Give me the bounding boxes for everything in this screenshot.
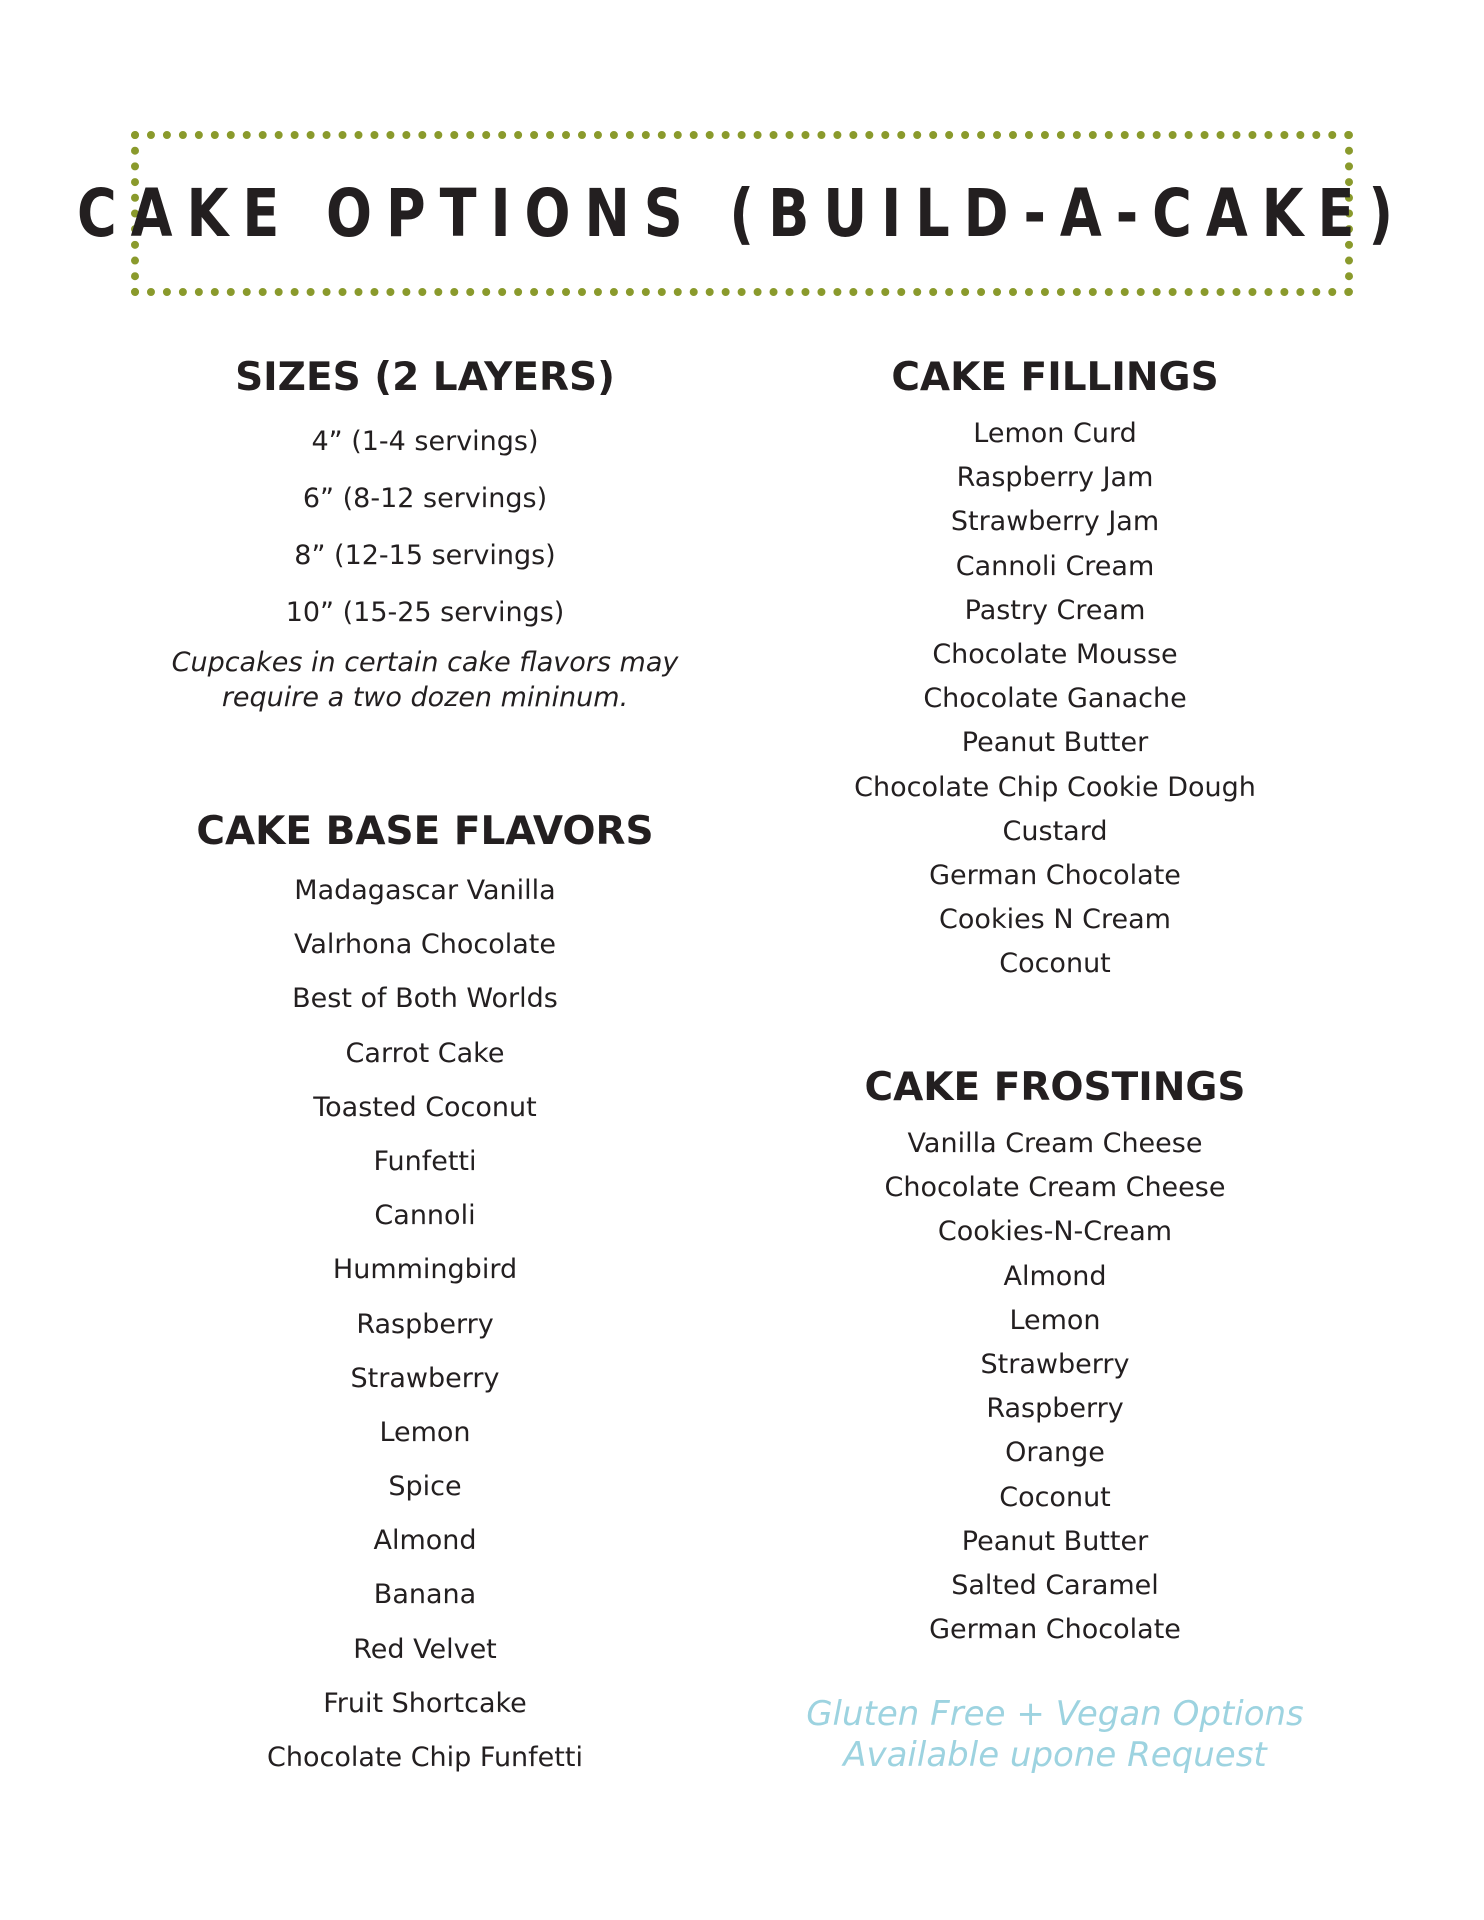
base-flavor-item: Madagascar Vanilla	[294, 875, 556, 906]
frosting-item: Salted Caramel	[951, 1569, 1159, 1601]
base-flavor-item: Best of Both Worlds	[292, 983, 558, 1015]
cupcake-note-line2: require a two dozen mininum.	[221, 682, 629, 713]
base-flavor-item: Carrot Cake	[345, 1037, 505, 1069]
base-flavor-item: Chocolate Chip Funfetti	[267, 1742, 583, 1773]
filling-item: Peanut Butter	[961, 727, 1149, 759]
frosting-item: Chocolate Cream Cheese	[884, 1172, 1226, 1204]
base-flavor-item: Strawberry	[350, 1362, 500, 1394]
filling-item: Strawberry Jam	[950, 506, 1160, 538]
base-flavor-item: Hummingbird	[332, 1254, 518, 1286]
fillings-section	[750, 352, 1360, 986]
filling-item: Chocolate Mousse	[932, 638, 1178, 670]
base-flavor-item: Spice	[388, 1471, 462, 1503]
frosting-item: Coconut	[999, 1481, 1111, 1513]
filling-item: Chocolate Chip Cookie Dough	[854, 771, 1256, 803]
base-flavors-section	[120, 806, 730, 1785]
fillings-heading: CAKE FILLINGS	[891, 355, 1219, 400]
frosting-item: Raspberry	[986, 1393, 1124, 1425]
gluten-free-line2: Available upone Request	[843, 1735, 1267, 1775]
base-flavor-item: Raspberry	[356, 1308, 494, 1340]
filling-item: Lemon Curd	[973, 418, 1137, 449]
sizes-section	[120, 352, 730, 715]
size-item: 8” (12-15 servings)	[294, 540, 556, 571]
cupcake-note-line1: Cupcakes in certain cake flavors may	[171, 647, 679, 678]
base-flavor-item: Fruit Shortcake	[323, 1687, 527, 1719]
frosting-item: Orange	[1005, 1437, 1105, 1469]
frosting-item: Peanut Butter	[961, 1525, 1149, 1557]
frosting-item: Strawberry	[980, 1348, 1130, 1380]
filling-item: Cookies N Cream	[939, 904, 1171, 936]
filling-item: Custard	[1002, 815, 1108, 847]
page-title: CAKE OPTIONS (BUILD-A-CAKE)	[76, 175, 1408, 252]
frosting-item: German Chocolate	[929, 1614, 1181, 1646]
filling-item: Cannoli Cream	[955, 550, 1155, 582]
base-flavor-item: Cannoli	[374, 1200, 476, 1232]
sizes-heading: SIZES (2 LAYERS)	[235, 355, 615, 400]
filling-item: Coconut	[999, 948, 1111, 980]
size-item: 6” (8-12 servings)	[302, 483, 548, 514]
gluten-free-line1: Gluten Free + Vegan Options	[806, 1694, 1304, 1734]
base-flavor-item: Lemon	[379, 1416, 471, 1448]
frosting-item: Vanilla Cream Cheese	[907, 1128, 1203, 1159]
size-item: 4” (1-4 servings)	[311, 426, 539, 457]
base-flavor-item: Valrhona Chocolate	[293, 929, 556, 961]
base-flavor-item: Red Velvet	[353, 1633, 497, 1665]
frostings-heading: CAKE FROSTINGS	[864, 1065, 1246, 1110]
filling-item: Chocolate Ganache	[923, 683, 1187, 715]
base-flavor-item: Almond	[373, 1525, 477, 1557]
size-item: 10” (15-25 servings)	[285, 597, 565, 628]
base-flavor-item: Toasted Coconut	[313, 1091, 537, 1123]
base-flavor-item: Banana	[373, 1579, 477, 1611]
filling-item: Raspberry Jam	[956, 462, 1154, 494]
gluten-free-note	[750, 1694, 1360, 1776]
base-flavors-heading: CAKE BASE FLAVORS	[196, 809, 654, 854]
filling-item: German Chocolate	[929, 859, 1181, 891]
filling-item: Pastry Cream	[964, 594, 1146, 626]
frosting-item: Cookies-N-Cream	[937, 1216, 1173, 1248]
title-box	[76, 131, 1408, 296]
base-flavor-item: Funfetti	[373, 1145, 477, 1177]
frosting-item: Lemon	[1009, 1304, 1101, 1336]
frosting-item: Almond	[1003, 1260, 1107, 1292]
frostings-section	[750, 1062, 1360, 1652]
